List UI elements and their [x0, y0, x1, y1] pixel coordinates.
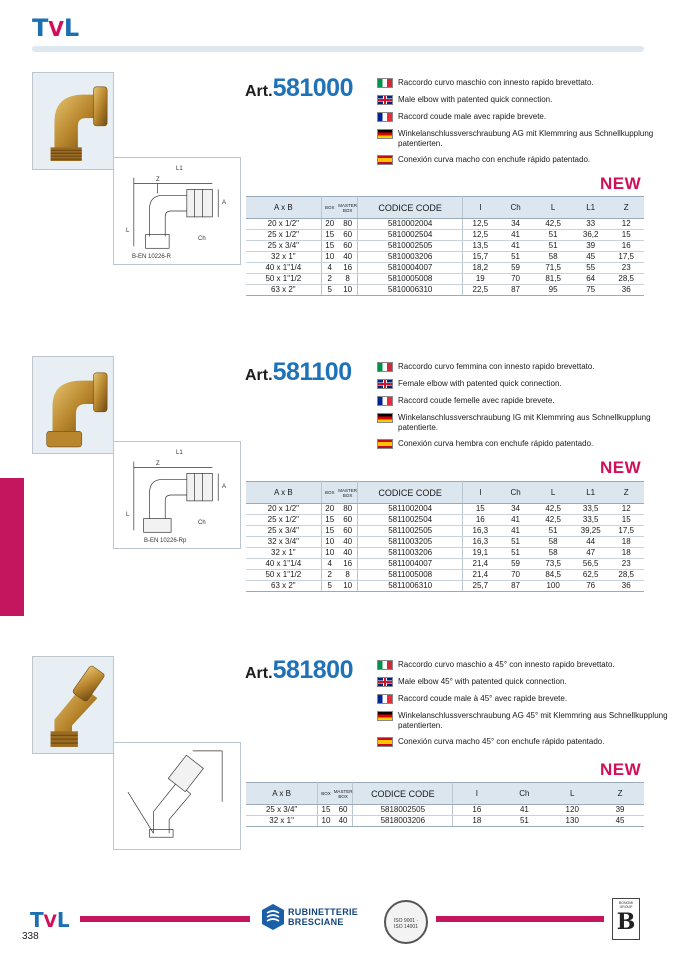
table-cell: 120 — [548, 805, 596, 816]
table-cell: 41 — [498, 526, 533, 537]
table-cell: 5 — [321, 285, 338, 296]
italy-flag-icon — [377, 362, 393, 372]
description-it: Raccordo curvo maschio con innesto rapido brevettato. — [377, 78, 677, 88]
table-cell: 41 — [498, 515, 533, 526]
table-cell: 10 — [321, 252, 338, 263]
description-en: Male elbow 45° with patented quick connection. — [377, 677, 677, 687]
table-cell: 63 x 2" — [246, 285, 321, 296]
description-fr: Raccord coude male à 45° avec rapide brevete. — [377, 694, 677, 704]
dim-z-label: Z — [156, 177, 160, 183]
table-cell: 16 — [608, 241, 644, 252]
table-cell: 15 — [462, 504, 497, 515]
table-cell: 15,7 — [462, 252, 497, 263]
table-cell: 41 — [501, 805, 549, 816]
table-cell: 5811005008 — [358, 570, 462, 581]
table-cell: 12 — [608, 219, 644, 230]
new-badge: NEW — [600, 174, 642, 193]
table-cell: 5818003206 — [353, 816, 453, 827]
table-cell: 40 x 1"1/4 — [246, 559, 321, 570]
description-en: Female elbow with patented quick connection. — [377, 379, 677, 389]
table-cell: 87 — [498, 581, 533, 592]
uk-flag-icon — [377, 677, 393, 687]
technical-drawing-581800 — [113, 742, 241, 850]
table-cell: 5810003206 — [358, 252, 462, 263]
table-cell: 13,5 — [462, 241, 497, 252]
col-header: L — [548, 783, 596, 805]
table-cell: 130 — [548, 816, 596, 827]
description-de: Winkelanschlussverschraubung IG mit Klemmring aus Schnellkupplung patentierte. — [377, 413, 677, 432]
table-cell: 5 — [321, 581, 338, 592]
thread-standard-label: B-EN 10226-Rp — [144, 538, 187, 544]
table-cell: 56,5 — [573, 559, 608, 570]
col-header: L1 — [573, 197, 608, 219]
descriptions-581800 — [377, 660, 677, 754]
table-cell: 15 — [321, 241, 338, 252]
table-cell: 5811003206 — [358, 548, 462, 559]
table-cell: 51 — [498, 537, 533, 548]
germany-flag-icon — [377, 711, 393, 721]
table-cell: 32 x 3/4" — [246, 537, 321, 548]
table-cell: 15 — [321, 526, 338, 537]
dim-ch-label: Ch — [198, 520, 206, 526]
table-cell: 84,5 — [533, 570, 573, 581]
col-header: CODICE CODE — [358, 197, 462, 219]
table-cell: 33,5 — [573, 515, 608, 526]
italy-flag-icon — [377, 78, 393, 88]
table-row — [246, 559, 644, 570]
description-fr: Raccord coude male avec rapide brevete. — [377, 112, 677, 122]
header-bar — [32, 46, 644, 52]
table-cell: 16 — [338, 559, 358, 570]
table-cell: 17,5 — [608, 252, 644, 263]
col-header: Z — [608, 197, 644, 219]
col-header: BOX — [318, 783, 334, 805]
table-cell: 20 x 1/2" — [246, 219, 321, 230]
rubinetterie-bresciane-logo: RUBINETTERIE BRESCIANE — [262, 904, 358, 930]
table-cell: 12,5 — [462, 219, 497, 230]
table-cell: 25,7 — [462, 581, 497, 592]
table-cell: 15 — [318, 805, 334, 816]
table-row — [246, 526, 644, 537]
product-photo-male-elbow — [32, 72, 114, 170]
article-title-581000: Art.581000 — [245, 74, 353, 102]
table-cell: 12 — [608, 504, 644, 515]
page-number: 338 — [22, 931, 39, 942]
brand-logo: TVL — [32, 14, 80, 42]
table-cell: 5811006310 — [358, 581, 462, 592]
table-cell: 2 — [321, 570, 338, 581]
col-header: I — [453, 783, 501, 805]
new-badge: NEW — [600, 760, 642, 779]
dim-ch-label: Ch — [198, 236, 206, 242]
spec-table-581000 — [246, 196, 644, 296]
table-cell: 10 — [338, 285, 358, 296]
table-cell: 15 — [608, 230, 644, 241]
table-cell: 40 — [338, 537, 358, 548]
france-flag-icon — [377, 396, 393, 406]
table-cell: 58 — [533, 548, 573, 559]
table-cell: 51 — [533, 241, 573, 252]
table-cell: 32 x 1" — [246, 548, 321, 559]
col-header: A x B — [246, 197, 321, 219]
table-cell: 5811003205 — [358, 537, 462, 548]
table-cell: 25 x 3/4" — [246, 805, 318, 816]
table-row — [246, 230, 644, 241]
table-cell: 70 — [498, 570, 533, 581]
table-cell: 80 — [338, 504, 358, 515]
description-it: Raccordo curvo maschio a 45° con innesto rapido brevettato. — [377, 660, 677, 670]
table-cell: 50 x 1"1/2 — [246, 274, 321, 285]
table-cell: 16 — [338, 263, 358, 274]
table-cell: 16 — [462, 515, 497, 526]
table-cell: 36 — [608, 581, 644, 592]
table-cell: 5810006310 — [358, 285, 462, 296]
table-cell: 60 — [338, 241, 358, 252]
description-es: Conexión curva macho con enchufe rápido patentado. — [377, 155, 677, 165]
col-header: CODICE CODE — [353, 783, 453, 805]
table-cell: 39 — [596, 805, 644, 816]
table-cell: 16,3 — [462, 526, 497, 537]
description-fr: Raccord coude femelle avec rapide brevete. — [377, 396, 677, 406]
table-cell: 5811002505 — [358, 526, 462, 537]
table-cell: 21,4 — [462, 559, 497, 570]
table-cell: 73,5 — [533, 559, 573, 570]
spec-table-581800 — [246, 782, 644, 827]
table-cell: 5810002504 — [358, 230, 462, 241]
table-cell: 33 — [573, 219, 608, 230]
dim-a-label: A — [222, 484, 227, 490]
table-row — [246, 504, 644, 515]
spec-table-581100 — [246, 481, 644, 592]
table-cell: 20 — [321, 504, 338, 515]
table-cell: 62,5 — [573, 570, 608, 581]
dim-z-label: Z — [156, 461, 160, 467]
spain-flag-icon — [377, 737, 393, 747]
dim-l-label: L — [126, 228, 130, 234]
table-cell: 5811004007 — [358, 559, 462, 570]
table-cell: 59 — [498, 263, 533, 274]
table-cell: 58 — [533, 537, 573, 548]
iso-certification-seal: ISO 9001 · ISO 14001 — [384, 900, 428, 944]
table-cell: 75 — [573, 285, 608, 296]
table-cell: 36,2 — [573, 230, 608, 241]
table-cell: 40 — [338, 252, 358, 263]
table-cell: 81,5 — [533, 274, 573, 285]
table-cell: 60 — [338, 526, 358, 537]
table-cell: 51 — [533, 526, 573, 537]
table-cell: 87 — [498, 285, 533, 296]
col-header: L — [533, 197, 573, 219]
table-cell: 19,1 — [462, 548, 497, 559]
description-it: Raccordo curvo femmina con innesto rapido brevettato. — [377, 362, 677, 372]
dim-l1-label: L1 — [176, 166, 183, 172]
description-de: Winkelanschlussverschraubung AG 45° mit Klemmring aus Schnellkupplung patentierten. — [377, 711, 677, 730]
table-row — [246, 570, 644, 581]
table-cell: 25 x 1/2" — [246, 515, 321, 526]
description-en: Male elbow with patented quick connection. — [377, 95, 677, 105]
table-cell: 23 — [608, 559, 644, 570]
table-cell: 18,2 — [462, 263, 497, 274]
table-row — [246, 252, 644, 263]
description-es: Conexión curva hembra con enchufe rápido patentado. — [377, 439, 677, 449]
uk-flag-icon — [377, 379, 393, 389]
footer-bar-right — [436, 916, 604, 922]
table-cell: 25 x 3/4" — [246, 241, 321, 252]
table-cell: 19 — [462, 274, 497, 285]
col-header: Z — [596, 783, 644, 805]
dim-l1-label: L1 — [176, 450, 183, 456]
product-photo-45-elbow — [32, 656, 114, 754]
dim-a-label: A — [222, 200, 227, 206]
table-cell: 5811002504 — [358, 515, 462, 526]
table-cell: 60 — [338, 230, 358, 241]
table-cell: 5810002004 — [358, 219, 462, 230]
table-row — [246, 219, 644, 230]
table-cell: 20 — [321, 219, 338, 230]
col-header: Ch — [498, 482, 533, 504]
table-cell: 33,5 — [573, 504, 608, 515]
rb-emblem-icon — [262, 904, 284, 930]
table-cell: 5810004007 — [358, 263, 462, 274]
table-cell: 10 — [321, 548, 338, 559]
table-cell: 51 — [501, 816, 549, 827]
technical-drawing-581000 — [113, 157, 241, 265]
table-cell: 34 — [498, 504, 533, 515]
descriptions-581100 — [377, 362, 677, 456]
table-cell: 28,5 — [608, 570, 644, 581]
table-cell: 4 — [321, 559, 338, 570]
table-row — [246, 515, 644, 526]
table-row — [246, 274, 644, 285]
table-cell: 5810002505 — [358, 241, 462, 252]
table-cell: 15 — [321, 515, 338, 526]
table-cell: 42,5 — [533, 515, 573, 526]
col-header: Ch — [501, 783, 549, 805]
spain-flag-icon — [377, 439, 393, 449]
table-cell: 28,5 — [608, 274, 644, 285]
table-cell: 22,5 — [462, 285, 497, 296]
table-row — [246, 581, 644, 592]
table-cell: 45 — [573, 252, 608, 263]
col-header: BOX — [321, 482, 338, 504]
table-cell: 42,5 — [533, 504, 573, 515]
germany-flag-icon — [377, 413, 393, 423]
table-cell: 42,5 — [533, 219, 573, 230]
table-cell: 100 — [533, 581, 573, 592]
table-cell: 40 — [338, 548, 358, 559]
table-cell: 25 x 3/4" — [246, 526, 321, 537]
table-cell: 47 — [573, 548, 608, 559]
table-cell: 5811002004 — [358, 504, 462, 515]
table-cell: 51 — [533, 230, 573, 241]
new-badge: NEW — [600, 458, 642, 477]
table-row — [246, 816, 644, 827]
table-cell: 45 — [596, 816, 644, 827]
table-row — [246, 537, 644, 548]
table-row — [246, 241, 644, 252]
table-cell: 8 — [338, 570, 358, 581]
table-cell: 18 — [608, 548, 644, 559]
col-header: MASTER BOX — [334, 783, 353, 805]
table-cell: 34 — [498, 219, 533, 230]
col-header: A x B — [246, 482, 321, 504]
table-cell: 60 — [338, 515, 358, 526]
table-cell: 95 — [533, 285, 573, 296]
table-cell: 44 — [573, 537, 608, 548]
table-cell: 50 x 1"1/2 — [246, 570, 321, 581]
table-cell: 40 — [334, 816, 353, 827]
article-title-581800: Art.581800 — [245, 656, 353, 684]
footer-brand-logo: TVL — [30, 908, 70, 932]
table-cell: 32 x 1" — [246, 816, 318, 827]
table-cell: 10 — [321, 537, 338, 548]
col-header: I — [462, 482, 497, 504]
table-cell: 18 — [453, 816, 501, 827]
table-cell: 20 x 1/2" — [246, 504, 321, 515]
table-cell: 10 — [318, 816, 334, 827]
table-cell: 80 — [338, 219, 358, 230]
col-header: A x B — [246, 783, 318, 805]
france-flag-icon — [377, 694, 393, 704]
col-header: BOX — [321, 197, 338, 219]
table-cell: 18 — [608, 537, 644, 548]
table-cell: 59 — [498, 559, 533, 570]
table-row — [246, 285, 644, 296]
bonomi-group-logo: BONOMI GROUP B — [612, 898, 640, 940]
table-cell: 16,3 — [462, 537, 497, 548]
technical-drawing-581100 — [113, 441, 241, 549]
table-cell: 70 — [498, 274, 533, 285]
table-cell: 58 — [533, 252, 573, 263]
table-cell: 4 — [321, 263, 338, 274]
table-cell: 36 — [608, 285, 644, 296]
table-row — [246, 263, 644, 274]
section-tab — [0, 478, 24, 616]
germany-flag-icon — [377, 129, 393, 139]
spain-flag-icon — [377, 155, 393, 165]
table-cell: 51 — [498, 252, 533, 263]
table-cell: 40 x 1"1/4 — [246, 263, 321, 274]
table-cell: 25 x 1/2" — [246, 230, 321, 241]
table-cell: 16 — [453, 805, 501, 816]
table-cell: 15 — [321, 230, 338, 241]
table-cell: 76 — [573, 581, 608, 592]
table-cell: 55 — [573, 263, 608, 274]
table-cell: 21,4 — [462, 570, 497, 581]
col-header: L1 — [573, 482, 608, 504]
table-row — [246, 548, 644, 559]
thread-standard-label: B-EN 10226-R — [132, 254, 172, 260]
italy-flag-icon — [377, 660, 393, 670]
table-cell: 41 — [498, 241, 533, 252]
table-cell: 10 — [338, 581, 358, 592]
table-cell: 41 — [498, 230, 533, 241]
col-header: CODICE CODE — [358, 482, 462, 504]
description-de: Winkelanschlussverschraubung AG mit Klemmring aus Schnellkupplung patentierten. — [377, 129, 677, 148]
table-cell: 71,5 — [533, 263, 573, 274]
table-cell: 39 — [573, 241, 608, 252]
table-cell: 17,5 — [608, 526, 644, 537]
table-row — [246, 805, 644, 816]
product-photo-female-elbow — [32, 356, 114, 454]
table-cell: 12,5 — [462, 230, 497, 241]
description-es: Conexión curva macho 45° con enchufe rápido patentado. — [377, 737, 677, 747]
table-cell: 15 — [608, 515, 644, 526]
col-header: MASTER BOX — [338, 197, 358, 219]
col-header: L — [533, 482, 573, 504]
table-cell: 8 — [338, 274, 358, 285]
table-cell: 63 x 2" — [246, 581, 321, 592]
col-header: Z — [608, 482, 644, 504]
footer-bar-left — [80, 916, 250, 922]
table-cell: 32 x 1" — [246, 252, 321, 263]
table-cell: 23 — [608, 263, 644, 274]
uk-flag-icon — [377, 95, 393, 105]
table-cell: 60 — [334, 805, 353, 816]
col-header: I — [462, 197, 497, 219]
descriptions-581000 — [377, 78, 677, 172]
table-cell: 64 — [573, 274, 608, 285]
table-cell: 2 — [321, 274, 338, 285]
table-cell: 39,25 — [573, 526, 608, 537]
col-header: MASTER BOX — [338, 482, 358, 504]
france-flag-icon — [377, 112, 393, 122]
table-cell: 51 — [498, 548, 533, 559]
table-cell: 5810005008 — [358, 274, 462, 285]
col-header: Ch — [498, 197, 533, 219]
table-cell: 5818002505 — [353, 805, 453, 816]
article-title-581100: Art.581100 — [245, 358, 352, 386]
dim-l-label: L — [126, 512, 130, 518]
